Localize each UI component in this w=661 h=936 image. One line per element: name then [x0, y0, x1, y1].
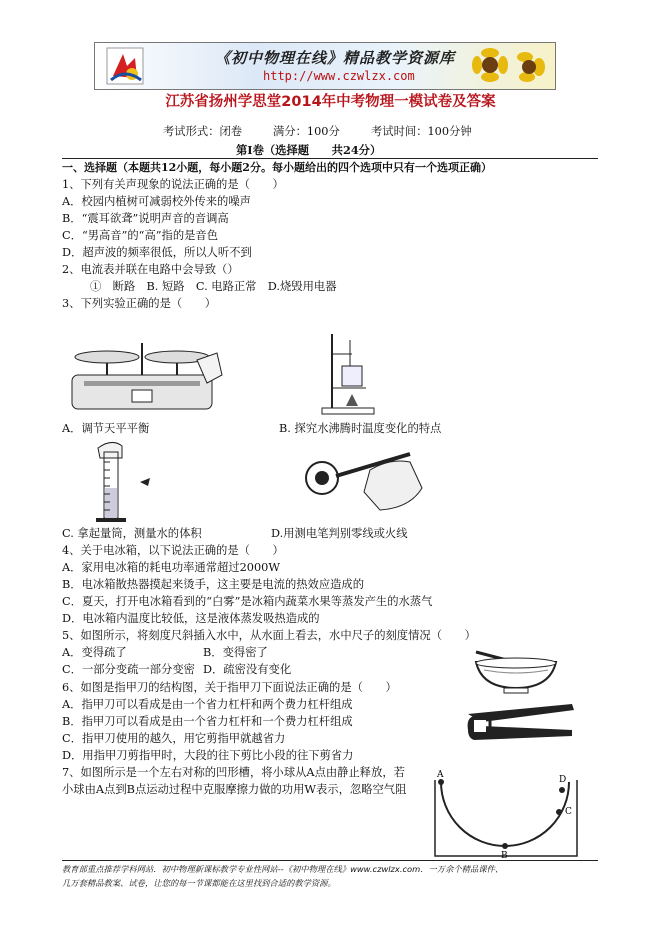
q5-option-d: D．疏密没有变化 [203, 663, 292, 676]
section-heading: 一、选择题（本题共12小题，每小题2分。每小题给出的四个选项中只有一个选项正确） [62, 161, 492, 174]
boiling-apparatus-figure [320, 332, 380, 417]
q6-option-b: B．指甲刀可以看成是由一个省力杠杆和一个费力杠杆组成 [62, 715, 353, 728]
q6-stem: 6、如图是指甲刀的结构图，关于指甲刀下面说法正确的是（ ） [62, 681, 397, 694]
nail-clipper-figure [462, 700, 582, 746]
q4-option-b: B．电冰箱散热器摸起来烫手，这主要是电流的热效应造成的 [62, 578, 365, 591]
q3-option-d: D.用测电笔判别零线或火线 [271, 527, 408, 540]
label-b: B [501, 851, 508, 861]
footer-line2: 几万套精品教案、试卷，让您的每一节课都能在这里找到合适的教学资源。 [62, 878, 336, 888]
q6-option-d: D．用指甲刀剪指甲时，大段的往下剪比小段的往下剪省力 [62, 749, 354, 762]
groove-figure [431, 768, 581, 861]
banner-url[interactable]: http://www.czwlzx.com [263, 69, 415, 83]
q5-stem: 5、如图所示，将刻度尺斜插入水中，从水面上看去，水中尺子的刻度情况（ ） [62, 629, 476, 642]
volume-heading: 第Ⅰ卷（选择题 共24分） [236, 143, 382, 157]
q3-option-c: C. 拿起量筒，测量水的体积 [62, 527, 202, 540]
footer-line1: 教育部重点推荐学科网站．初中物理新课标教学专业性网站--《初中物理在线》www.czwlzx.com．一万余个精品课件、 [62, 864, 504, 874]
label-c: C [565, 807, 572, 817]
sunflower-icon [465, 43, 555, 89]
exam-form: 考试形式：闭卷 [163, 125, 243, 138]
exam-time: 考试时间：100分钟 [371, 125, 472, 138]
balance-figure [62, 335, 222, 415]
q7-line1: 7、如图所示是一个左右对称的凹形槽，将小球从A点由静止释放，若 [62, 766, 405, 779]
q2-options: ① 断路 B. 短路 C. 电路正常 D.烧毁用电器 [90, 280, 337, 293]
q4-option-c: C．夏天，打开电冰箱看到的“白雾”是冰箱内蔬菜水果等蒸发产生的水蒸气 [62, 595, 433, 608]
q2-stem: 2、电流表并联在电路中会导致（） [62, 263, 239, 276]
footer-divider [62, 860, 598, 861]
q4-option-a: A．家用电冰箱的耗电功率通常超过2000W [62, 561, 280, 574]
label-a: A [437, 770, 444, 780]
full-marks: 满分：100分 [273, 125, 340, 138]
header-divider [62, 158, 598, 159]
q6-option-a: A．指甲刀可以看成是由一个省力杠杆和两个费力杠杆组成 [62, 698, 353, 711]
document-title: 江苏省扬州学思堂2014年中考物理一模试卷及答案 [165, 94, 496, 110]
q3-option-a: A．调节天平平衡 [62, 422, 150, 435]
q5-option-c: C．一部分变疏一部分变密 [62, 663, 195, 676]
logo-icon [105, 46, 145, 86]
graduated-cylinder-figure [78, 438, 168, 523]
q1-option-a: A．校园内植树可减弱校外传来的噪声 [62, 195, 251, 208]
bowl-ruler-figure [464, 646, 564, 694]
q1-stem: 1、下列有关声现象的说法正确的是（ ） [62, 178, 284, 191]
q3-stem: 3、下列实验正确的是（ ） [62, 297, 217, 310]
q7-line2: 小球由A点到B点运动过程中克服摩擦力做的功用W表示，忽略空气阻 [62, 783, 407, 796]
q4-option-d: D．电冰箱内温度比较低，这是液体蒸发吸热造成的 [62, 612, 320, 625]
q1-option-d: D．超声波的频率很低，所以人听不到 [62, 246, 252, 259]
q3-option-b: B. 探究水沸腾时温度变化的特点 [279, 422, 442, 435]
q1-option-c: C．“男高音”的“高”指的是音色 [62, 229, 219, 242]
header-banner [94, 42, 556, 90]
test-pen-figure [300, 448, 430, 523]
q5-option-a: A．变得疏了 [62, 646, 127, 659]
q6-option-c: C．指甲刀使用的越久，用它剪指甲就越省力 [62, 732, 286, 745]
label-d: D [559, 775, 567, 785]
q5-option-b: B．变得密了 [203, 646, 268, 659]
banner-title: 《初中物理在线》精品教学资源库 [215, 49, 456, 67]
q1-option-b: B．“震耳欲聋”说明声音的音调高 [62, 212, 229, 225]
q4-stem: 4、关于电冰箱，以下说法正确的是（ ） [62, 544, 284, 557]
